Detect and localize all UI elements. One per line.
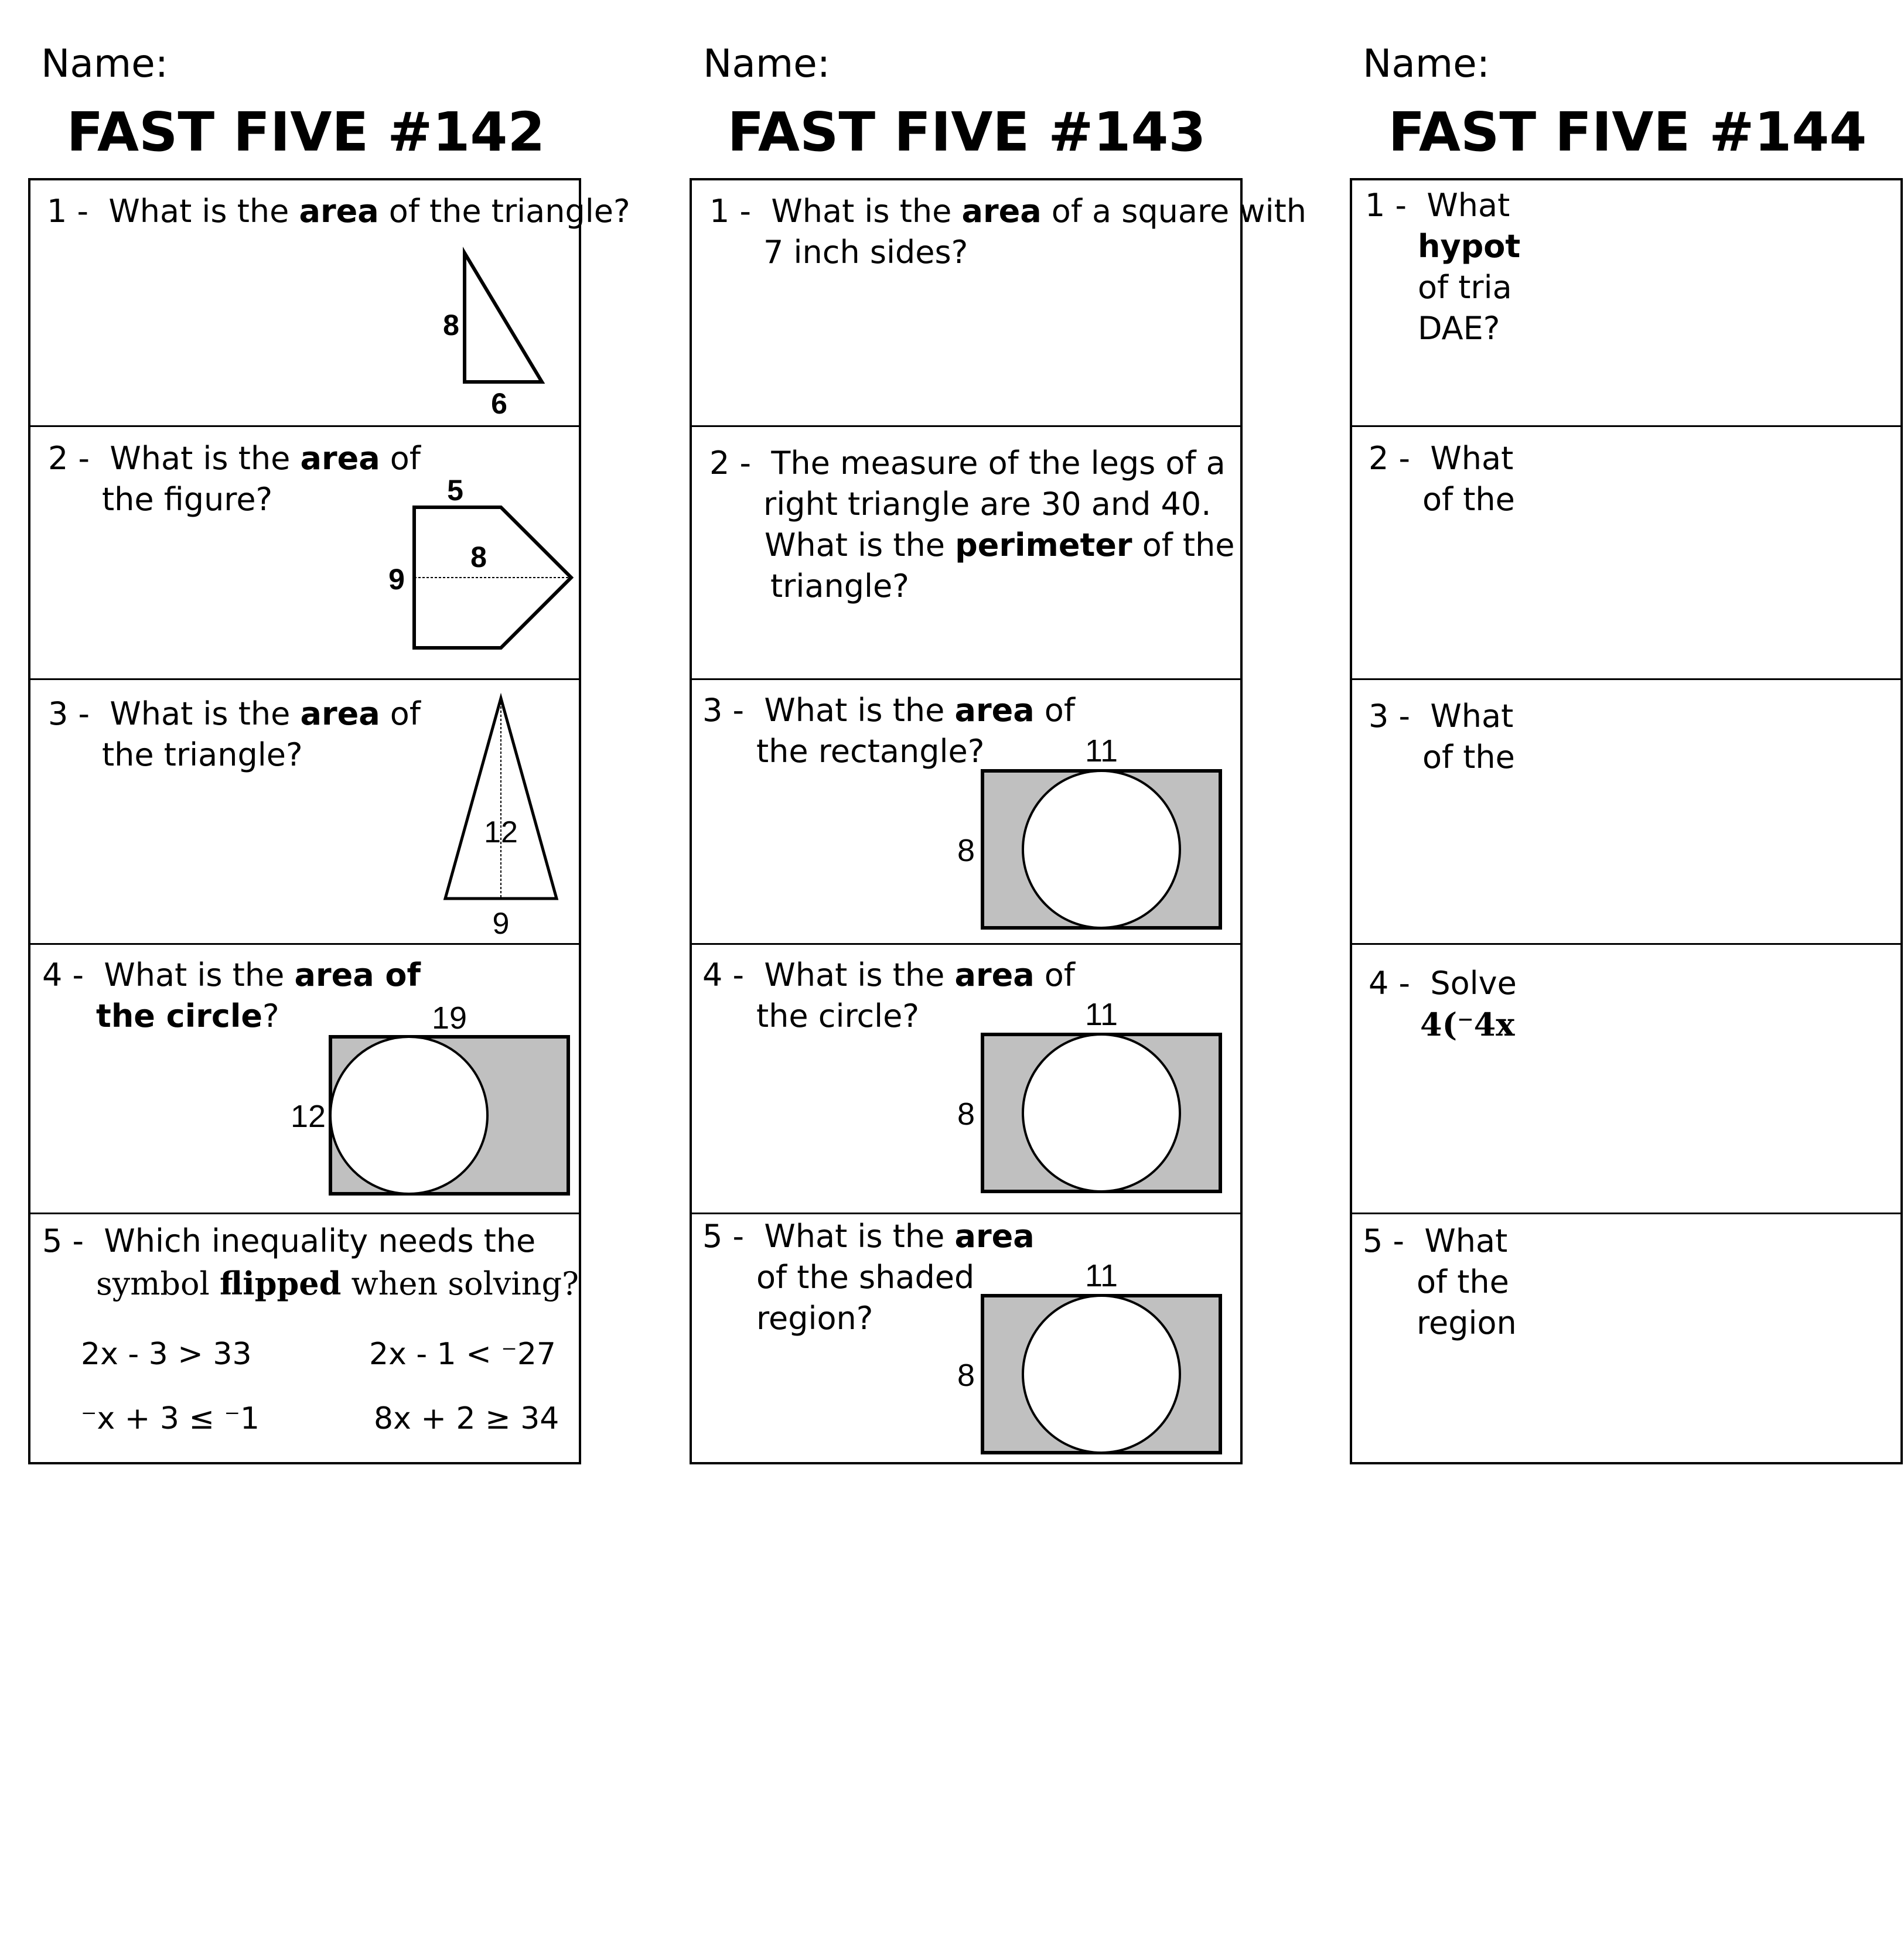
question-text: 2 - What is the area of [48, 440, 421, 477]
inequality-option: 8x + 2 ≥ 34 [374, 1401, 559, 1436]
triangle-diagram [30, 180, 581, 425]
width-label: 11 [1084, 997, 1118, 1032]
question-2 [1352, 425, 1900, 680]
width-label: 19 [431, 1000, 468, 1036]
question-text: 5 - What [1363, 1222, 1508, 1259]
height-label: 8 [957, 1097, 975, 1132]
question-2 [30, 425, 579, 680]
question-text-line: symbol flipped when solving? [96, 1265, 579, 1302]
question-text: 4 - What is the area of [702, 957, 1075, 993]
name-label: Name: [703, 41, 830, 86]
question-text-line: of the [1417, 1263, 1509, 1300]
question-2 [692, 425, 1240, 680]
question-text: 1 - What is the area of the triangle? [47, 193, 630, 230]
worksheet-title: FAST FIVE #144 [1388, 101, 1867, 163]
question-text-line: region? [756, 1300, 873, 1337]
fast-five-card [690, 178, 1306, 1464]
circle-rectangle-diagram [30, 943, 581, 1213]
height-label: 8 [957, 1358, 975, 1393]
question-text: 3 - What is the area of [702, 692, 1075, 729]
question-text: 1 - What is the area of a square with [709, 193, 1306, 230]
question-text: 5 - What is the area [702, 1218, 1035, 1255]
question-text: 3 - What [1369, 698, 1514, 735]
question-text-line: the circle? [756, 998, 920, 1034]
inequality-option: ⁻x + 3 ≤ ⁻1 [81, 1401, 260, 1436]
question-4 [692, 943, 1240, 1214]
question-1 [692, 180, 1306, 427]
top-label: 5 [447, 474, 463, 507]
circle-rectangle-diagram [692, 678, 1243, 943]
pentagon-diagram [30, 425, 581, 678]
question-text-line: the circle? [96, 998, 279, 1034]
question-text-line: the triangle? [102, 736, 303, 773]
triangle-diagram [30, 678, 581, 943]
question-text: 4 - What is the area of [42, 957, 421, 993]
worksheet-title: FAST FIVE #142 [66, 101, 545, 163]
width-label: 11 [1084, 733, 1118, 769]
name-label: Name: [1363, 41, 1490, 86]
question-text: 2 - What [1369, 440, 1514, 477]
question-text: 4 - Solve [1369, 965, 1517, 1002]
question-3 [30, 678, 579, 945]
question-text-line: DAE? [1418, 310, 1500, 347]
question-text-line: region [1417, 1304, 1517, 1341]
question-text-line: 7 inch sides? [763, 234, 968, 271]
question-text-line: right triangle are 30 and 40. [763, 486, 1212, 522]
fast-five-card [1350, 178, 1903, 1464]
inequality-option: 2x - 3 > 33 [81, 1337, 252, 1372]
question-3 [692, 678, 1240, 945]
question-text-line: 4(⁻4x [1420, 1006, 1515, 1043]
circle-rectangle-diagram [692, 1213, 1243, 1464]
question-text-line: What is the perimeter of the [765, 527, 1235, 563]
question-text: 2 - The measure of the legs of a [709, 445, 1226, 481]
question-text-line: the figure? [102, 481, 273, 518]
question-text-line: the rectangle? [756, 733, 985, 770]
height-label: 12 [484, 815, 518, 849]
base-label: 9 [492, 907, 510, 941]
name-label: Name: [41, 41, 168, 86]
question-5 [1352, 1213, 1900, 1464]
question-text-line: triangle? [770, 568, 909, 605]
circle-rectangle-diagram [692, 943, 1243, 1213]
question-text-line: hypot [1418, 228, 1521, 265]
question-4 [1352, 943, 1900, 1214]
base-label: 6 [491, 387, 507, 420]
question-text-line: of the [1422, 739, 1515, 776]
question-text-line: of the [1422, 481, 1515, 518]
mid-label: 8 [470, 541, 487, 573]
question-1 [30, 180, 630, 427]
question-text-line: of tria [1418, 269, 1512, 306]
width-label: 11 [1084, 1258, 1118, 1293]
question-4 [30, 943, 579, 1214]
question-text: 1 - What [1365, 187, 1510, 224]
side-label: 8 [443, 309, 459, 341]
height-label: 8 [957, 833, 975, 868]
worksheet-title: FAST FIVE #143 [727, 101, 1206, 163]
side-label: 9 [388, 563, 405, 596]
question-text: 5 - Which inequality needs the [42, 1222, 536, 1259]
question-5 [30, 1213, 579, 1464]
question-1 [1352, 180, 1900, 427]
inequality-option: 2x - 1 < ⁻27 [369, 1337, 557, 1372]
question-5 [692, 1213, 1240, 1464]
question-text-line: of the shaded [756, 1259, 975, 1296]
fast-five-card [28, 178, 630, 1464]
question-3 [1352, 678, 1900, 945]
height-label: 12 [290, 1099, 326, 1134]
question-text: 3 - What is the area of [48, 695, 421, 732]
